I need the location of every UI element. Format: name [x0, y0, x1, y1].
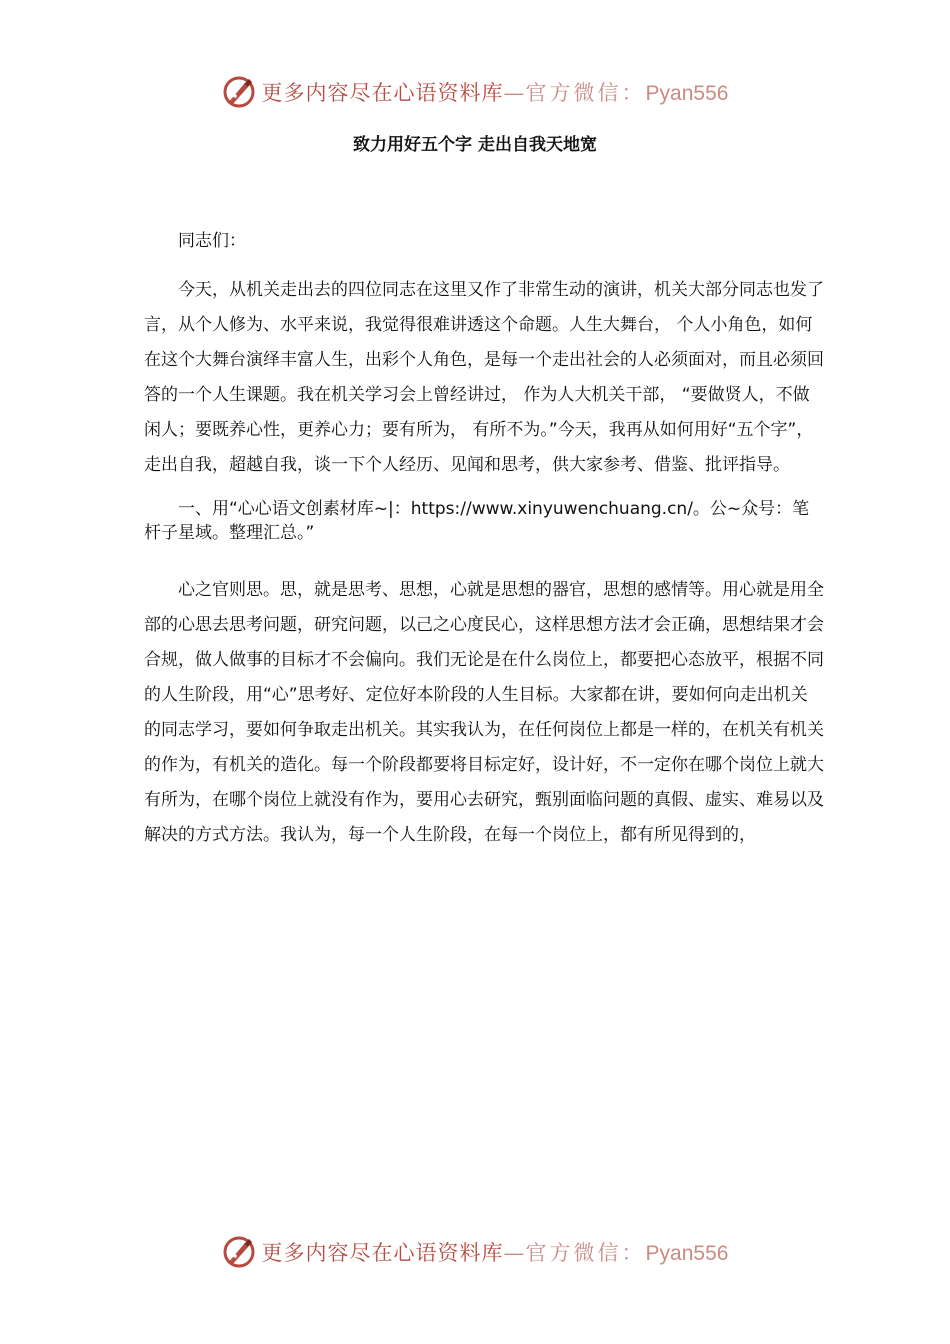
- document-title: 致力用好五个字 走出自我天地宽: [353, 135, 597, 155]
- greeting: 同志们：: [178, 231, 246, 251]
- pen-logo-icon: [222, 75, 256, 109]
- footer-dash: —: [503, 1241, 526, 1265]
- header-banner: [0, 72, 950, 112]
- header-label: 官方微信：: [525, 81, 646, 105]
- footer-label: 官方微信：: [525, 1241, 646, 1265]
- document-body: [144, 224, 824, 867]
- section-heading: 一、用“心心语文创素材库~|：https://www.xinyuwenchuang.cn/。公~众号：笔杆子星域。整理汇总。”: [144, 499, 810, 543]
- header-text: [262, 77, 729, 107]
- footer-wechat-id: Pyan556: [645, 1242, 729, 1265]
- paragraph-section-one: 心之官则思。思，就是思考、思想，心就是思想的器官，思想的感情等。用心就是用全部的心思去思考问题，研究问题，以己之心度民心，这样思想方法才会正确，思想结果才会合规，做人做事的目标才不会偏向。我们无论是在什么岗位上，都要把心态放平，根据不同的人生阶段，用“心”思考好、定位好本阶段的人生目标。大家都在讲，要如何向走出机关的同志学习，要如何争取走出机关。其实我认为，在任何岗位上都是一样的，在机关有机关的作为，有机关的造化。每一个阶段都要将目标定好，设计好，不一定你在哪个岗位上就大有所为，在哪个岗位上就没有作为，要用心去研究，甄别面临问题的真假、虚实、难易以及解决的方式方法。我认为，每一个人生阶段，在每一个岗位上，都有所见得到的，: [144, 580, 824, 845]
- header-brand: 更多内容尽在心语资料库: [261, 81, 504, 105]
- paragraph-intro: 今天，从机关走出去的四位同志在这里又作了非常生动的演讲，机关大部分同志也发了言，从个人修为、水平来说，我觉得很难讲透这个命题。人生大舞台， 个人小角色，如何在这个大舞台演绎丰富人生，出彩个人角色，是每一个走出社会的人必须面对，而且必须回答的一个人生课题。我在机关学习会上曾经讲过， 作为人大机关干部， “要做贤人，不做闲人；要既养心性，更养心力；要有所为， 有所不为。”今天，我再从如何用好“五个字”，走出自我，超越自我，谈一下个人经历、见闻和思考，供大家参考、借鉴、批评指导。: [144, 280, 824, 475]
- footer-text: [262, 1237, 729, 1267]
- footer-brand: 更多内容尽在心语资料库: [261, 1241, 504, 1265]
- footer-banner: [0, 1232, 950, 1272]
- header-dash: —: [503, 81, 526, 105]
- pen-logo-icon: [222, 1235, 256, 1269]
- header-wechat-id: Pyan556: [645, 82, 729, 105]
